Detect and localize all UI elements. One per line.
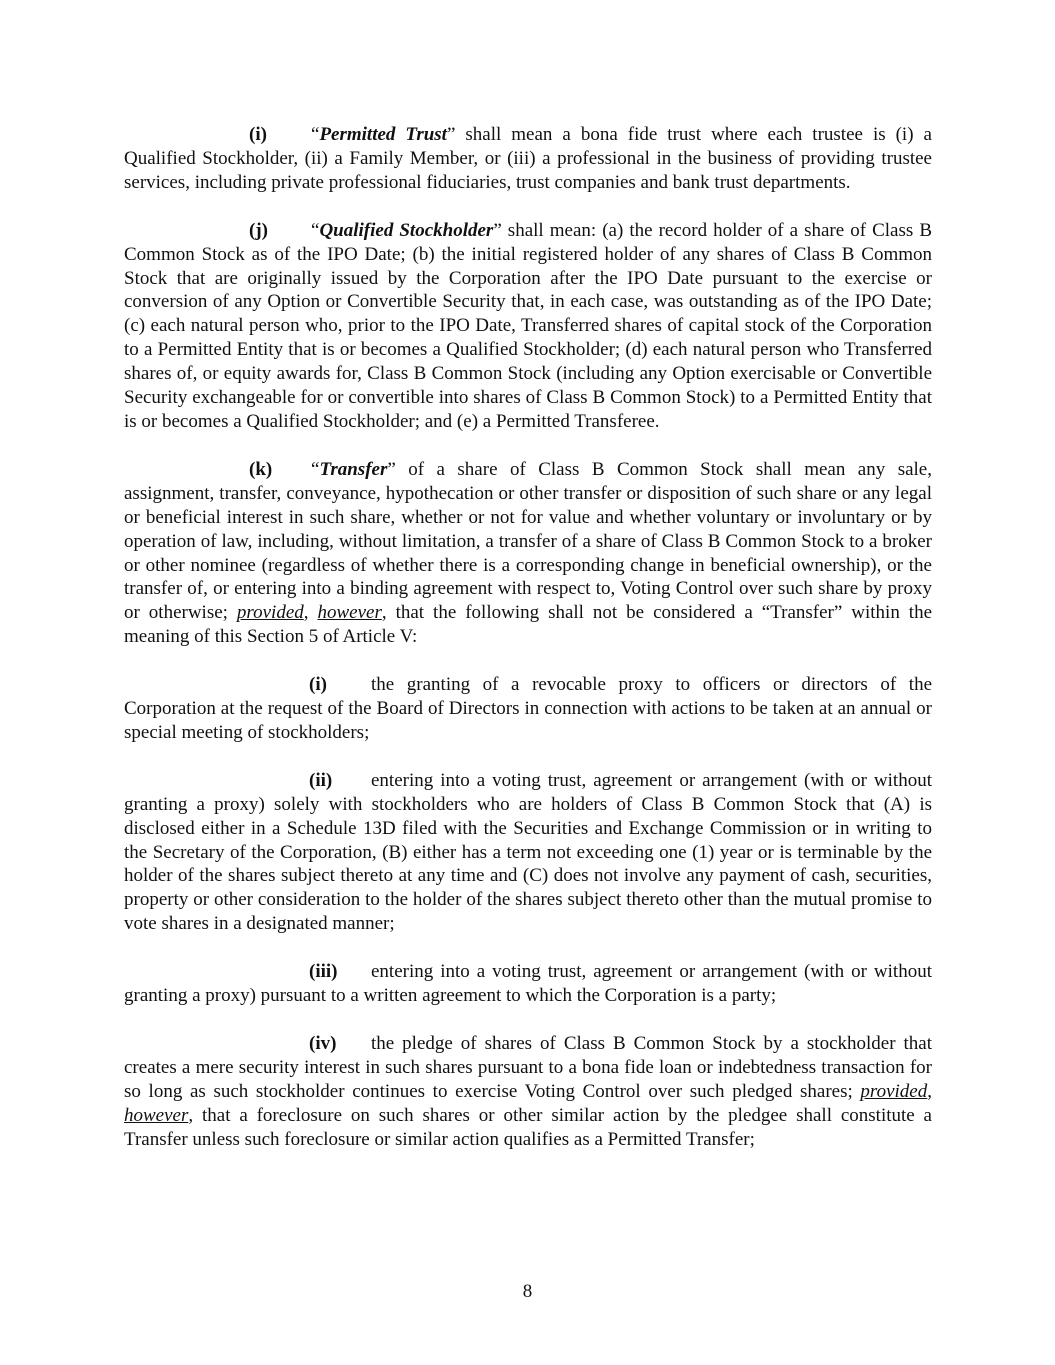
subparagraph-text: entering into a voting trust, agreement or arrangement (with or without granting a proxy) pursuant to a written agreement to which the Corporation is a party; (124, 961, 932, 1007)
paragraph-label: (j) (249, 219, 268, 241)
close-quote: ” (387, 458, 396, 480)
open-quote: “ (311, 458, 320, 480)
subparagraph-voting-trust-corporation (124, 960, 932, 1008)
paragraph-permitted-trust (124, 123, 932, 195)
defined-term: Transfer (319, 458, 388, 480)
subparagraph-text: , that a foreclosure on such shares or other similar action by the pledgee shall constitute a Transfer unless such foreclosure or similar action qualifies as a Permitted Transfer; (124, 1104, 932, 1150)
subparagraph-label: (iv) (309, 1033, 337, 1054)
paragraph-text: shall mean: (a) the record holder of a share of Class B Common Stock as of the IPO Date; (b) the initial registered holder of any shares of Class B Common Stock that are originally issued by the Corporation after the IPO Date pursuant to the exercise or conversion of any Option or Convertible Security that, in each case, was outstanding as of the IPO Date; (c) each natural person who, prior to the IPO Date, Transferred shares of capital stock of the Corporation to a Permitted Entity that is or becomes a Qualified Stockholder; (d) each natural person who Transferred shares of, or equity awards for, Class B Common Stock (including any Option exercisable or Convertible Security exchangeable for or convertible into shares of Class B Common Stock) to a Permitted Entity that is or becomes a Qualified Stockholder; and (e) a Permitted Transferee. (124, 219, 932, 432)
paragraph-text: of a share of Class B Common Stock shall mean any sale, assignment, transfer, conveyance, hypothecation or other transfer or disposition of such share or any legal or beneficial interest in such share, whether or not for value and whether voluntary or involuntary or by operation of law, including, without limitation, a transfer of a share of Class B Common Stock to a broker or other nominee (regardless of whether there is a corresponding change in beneficial ownership), or the transfer of, or entering into a binding agreement with respect to, Voting Control over such share by proxy or otherwise; (124, 458, 932, 624)
emphasis-however: however (124, 1104, 189, 1126)
subparagraph-text: the pledge of shares of Class B Common Stock by a stockholder that creates a mere security interest in such shares pursuant to a bona fide loan or indebtedness transaction for so long as such stockholder continues to exercise Voting Control over such pledged shares; (124, 1033, 932, 1102)
emphasis-however: however (317, 602, 382, 624)
subparagraph-text: entering into a voting trust, agreement or arrangement (with or without granting a proxy) solely with stockholders who are holders of Class B Common Stock that (A) is disclosed either in a Schedule 13D filed with the Securities and Exchange Commission or in writing to the Secretary of the Corporation, (B) either has a term not exceeding one (1) year or is terminable by the holder of the shares subject thereto at any time and (C) does not involve any payment of cash, securities, property or other consideration to the holder of the shares subject thereto other than the mutual promise to vote shares in a designated manner; (124, 769, 932, 935)
subparagraph-pledge (124, 1032, 932, 1152)
emphasis-provided: provided (860, 1080, 928, 1102)
document-page (124, 123, 932, 1176)
defined-term: Permitted Trust (319, 124, 447, 145)
paragraph-qualified-stockholder (124, 219, 932, 434)
close-quote: ” (446, 124, 456, 145)
paragraph-transfer (124, 458, 932, 649)
close-quote: ” (493, 219, 502, 241)
paragraph-text: , that the following shall not be considered a “Transfer” within the meaning of this Section 5 of Article V: (124, 602, 932, 648)
open-quote: “ (311, 219, 320, 241)
subparagraph-text: the granting of a revocable proxy to officers or directors of the Corporation at the request of the Board of Directors in connection with actions to be taken at an annual or special meeting of stockholders; (124, 674, 932, 743)
paragraph-label: (k) (249, 458, 273, 480)
subparagraph-revocable-proxy (124, 673, 932, 745)
subparagraph-voting-trust-stockholders (124, 769, 932, 936)
subparagraph-label: (ii) (309, 769, 333, 791)
emphasis-provided: provided (236, 602, 304, 624)
page-number: 8 (522, 1281, 533, 1302)
subparagraph-label: (i) (309, 674, 327, 696)
comma-text: , (927, 1080, 932, 1102)
subparagraph-label: (iii) (309, 961, 338, 983)
comma-text: , (303, 602, 318, 624)
open-quote: “ (311, 124, 320, 145)
paragraph-label: (i) (249, 124, 267, 145)
defined-term: Qualified Stockholder (319, 219, 494, 241)
paragraph-text: shall mean a bona fide trust where each trustee is (i) a Qualified Stockholder, (ii) a Family Member, or (iii) a professional in the business of providing trustee services, including private professional fiduciaries, trust companies and bank trust departments. (124, 124, 932, 193)
